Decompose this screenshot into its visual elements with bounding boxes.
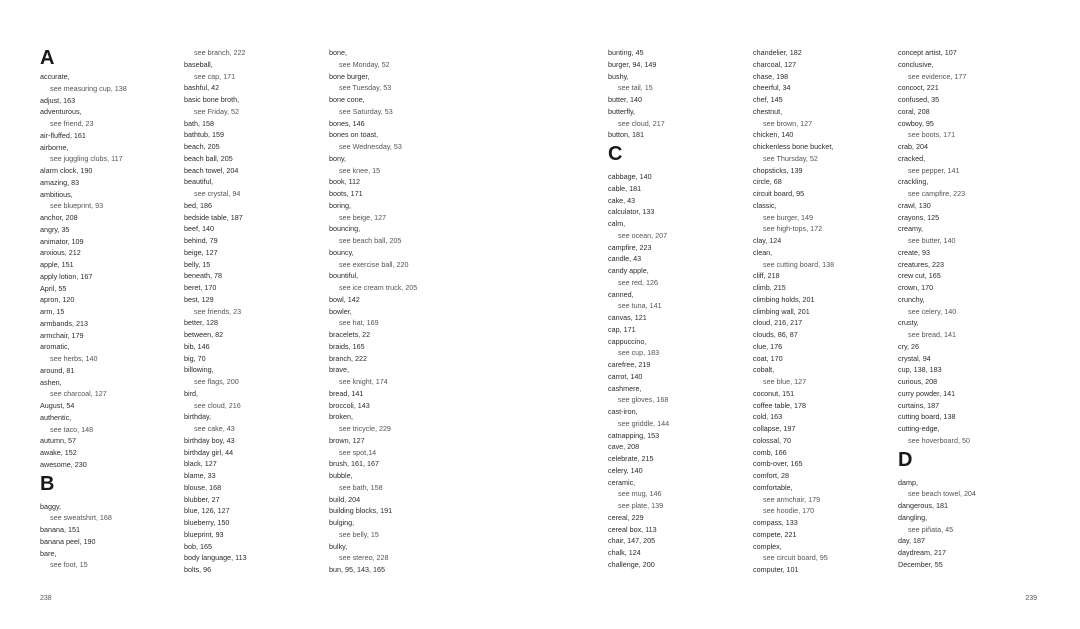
index-subentry: see juggling clubs, 117 xyxy=(50,154,123,164)
index-column-3 xyxy=(329,47,471,576)
index-entry: crown, 170 xyxy=(898,283,934,292)
index-entry: crackling, xyxy=(898,177,929,187)
index-entry: broccoli, 143 xyxy=(329,400,370,410)
index-entry: armbands, 213 xyxy=(40,318,88,328)
index-entry: alarm clock, 190 xyxy=(40,166,93,175)
index-column-2 xyxy=(184,47,326,576)
index-entry: apron, 120 xyxy=(40,295,75,305)
index-entry: bath, 158 xyxy=(184,118,214,128)
index-entry: crunchy, xyxy=(898,294,925,304)
index-entry: blue, 126, 127 xyxy=(184,506,230,516)
index-entry: crusty, xyxy=(898,318,919,328)
index-entry: bowl, 142 xyxy=(329,294,360,304)
index-subentry: see belly, 15 xyxy=(339,529,379,539)
index-entry: climbing holds, 201 xyxy=(753,294,815,304)
index-subentry: see cake, 43 xyxy=(194,424,235,433)
index-subentry: see beach ball, 205 xyxy=(339,236,402,245)
index-entry: curious, 208 xyxy=(898,377,938,386)
index-entry: daydream, 217 xyxy=(898,548,946,557)
index-entry: birthday boy, 43 xyxy=(184,435,235,445)
index-entry: bone, xyxy=(329,48,347,57)
index-entry: curry powder, 141 xyxy=(898,388,956,398)
index-subentry: see measuring cup, 138 xyxy=(50,83,127,93)
index-entry: brave, xyxy=(329,365,349,375)
index-entry: charcoal, 127 xyxy=(753,59,797,69)
index-entry: bubble, xyxy=(329,471,353,480)
index-entry: animator, 109 xyxy=(40,236,84,246)
index-entry: cloud, 216, 217 xyxy=(753,318,803,328)
index-entry: cobalt, xyxy=(753,365,775,375)
index-entry: ambitious, xyxy=(40,189,73,199)
index-entry: bunting, 45 xyxy=(608,48,644,57)
index-subentry: see cloud, 217 xyxy=(618,118,665,128)
index-subentry: see hoverboard, 50 xyxy=(908,435,970,445)
index-entry: complex, xyxy=(753,541,782,551)
index-entry: challenge, 200 xyxy=(608,559,655,569)
index-subentry: see cup, 183 xyxy=(618,348,660,358)
index-entry: blouse, 168 xyxy=(184,482,222,492)
index-subentry: see red, 126 xyxy=(618,277,658,287)
index-entry: bountiful, xyxy=(329,271,359,281)
index-entry: concoct, 221 xyxy=(898,83,939,93)
index-entry: chickenless bone bucket, xyxy=(753,142,834,151)
index-entry: bolts, 96 xyxy=(184,565,212,574)
index-entry: colossal, 70 xyxy=(753,435,791,445)
index-entry: butter, 140 xyxy=(608,95,642,104)
index-subentry: see stereo, 228 xyxy=(339,553,389,563)
index-entry: creamy, xyxy=(898,224,924,234)
index-entry: compete, 221 xyxy=(753,529,797,539)
index-subentry: see friend, 23 xyxy=(50,119,94,128)
index-subentry: see mug, 146 xyxy=(618,489,662,499)
index-entry: cashmere, xyxy=(608,383,642,393)
index-entry: cake, 43 xyxy=(608,195,636,205)
index-entry: clean, xyxy=(753,247,773,257)
index-entry: coconut, 151 xyxy=(753,388,795,398)
index-entry: circuit board, 95 xyxy=(753,189,805,198)
section-letter: A xyxy=(40,47,55,69)
index-entry: comb, 166 xyxy=(753,447,787,457)
index-entry: beef, 140 xyxy=(184,224,214,234)
index-entry: concept artist, 107 xyxy=(898,48,957,57)
index-entry: bowler, xyxy=(329,306,352,316)
index-entry: bathtub, 159 xyxy=(184,130,224,140)
index-subentry: see ice cream truck, 205 xyxy=(339,283,418,292)
index-subentry: see Thursday, 52 xyxy=(763,153,818,163)
index-entry: baggy, xyxy=(40,501,62,511)
index-entry: autumn, 57 xyxy=(40,436,76,446)
index-subentry: see blueprint, 93 xyxy=(50,201,104,211)
index-subentry: see cloud, 216 xyxy=(194,400,241,410)
index-subentry: see blue, 127 xyxy=(763,377,807,386)
index-entry: cable, 181 xyxy=(608,183,642,193)
index-entry: chef, 145 xyxy=(753,95,783,104)
index-entry: carefree, 219 xyxy=(608,360,651,369)
index-entry: celery, 140 xyxy=(608,465,643,475)
index-subentry: see bread, 141 xyxy=(908,330,956,339)
index-subentry: see armchair, 179 xyxy=(763,494,821,504)
index-entry: cracked, xyxy=(898,153,926,163)
index-entry: bouncing, xyxy=(329,224,361,234)
index-entry: bone cone, xyxy=(329,95,365,104)
index-subentry: see charcoal, 127 xyxy=(50,389,107,399)
index-entry: body language, 113 xyxy=(184,553,247,563)
index-entry: birthday girl, 44 xyxy=(184,447,234,457)
index-entry: cutting-edge, xyxy=(898,424,940,433)
index-subentry: see evidence, 177 xyxy=(908,71,967,81)
index-subentry: see beach towel, 204 xyxy=(908,489,976,499)
index-entry: chase, 198 xyxy=(753,71,789,81)
index-entry: climb, 215 xyxy=(753,283,786,292)
index-subentry: see Tuesday, 53 xyxy=(339,83,392,93)
index-subentry: see griddle, 144 xyxy=(618,418,670,428)
index-entry: bony, xyxy=(329,153,347,163)
index-entry: banana, 151 xyxy=(40,525,80,534)
index-entry: black, 127 xyxy=(184,459,217,469)
index-entry: bones on toast, xyxy=(329,130,379,140)
index-entry: bare, xyxy=(40,548,57,558)
index-entry: compass, 133 xyxy=(753,518,798,527)
index-entry: blame, 33 xyxy=(184,471,216,480)
index-column-6 xyxy=(898,47,1040,571)
index-entry: brush, 161, 167 xyxy=(329,459,379,469)
index-subentry: see Wednesday, 53 xyxy=(339,142,402,151)
index-entry: cry, 26 xyxy=(898,341,920,351)
index-entry: beautiful, xyxy=(184,177,214,187)
index-subentry: see knight, 174 xyxy=(339,377,388,386)
index-subentry: see piñata, 45 xyxy=(908,524,954,534)
index-entry: billowing, xyxy=(184,365,214,375)
index-entry: armchair, 179 xyxy=(40,330,84,340)
index-subentry: see tricycle, 229 xyxy=(339,424,391,433)
index-entry: apply lotion, 167 xyxy=(40,271,93,281)
index-entry: campfire, 223 xyxy=(608,242,652,252)
index-subentry: see campfire, 223 xyxy=(908,189,966,198)
index-entry: awake, 152 xyxy=(40,448,77,457)
index-entry: chair, 147, 205 xyxy=(608,536,656,546)
index-entry: aromatic, xyxy=(40,342,70,352)
index-subentry: see flags, 200 xyxy=(194,377,239,386)
index-subentry: see bath, 158 xyxy=(339,482,383,492)
index-entry: beret, 170 xyxy=(184,283,217,292)
index-subentry: see foot, 15 xyxy=(50,560,88,570)
index-entry: bread, 141 xyxy=(329,388,364,398)
index-entry: anchor, 208 xyxy=(40,213,78,222)
index-subentry: see taco, 148 xyxy=(50,424,94,434)
index-entry: canvas, 121 xyxy=(608,313,647,322)
index-entry: air-fluffed, 161 xyxy=(40,130,86,140)
index-subentry: see Friday, 52 xyxy=(194,106,240,116)
index-subentry: see tuna, 141 xyxy=(618,301,662,311)
index-entry: burger, 94, 149 xyxy=(608,59,657,69)
index-entry: bracelets, 22 xyxy=(329,330,371,339)
index-column-1 xyxy=(40,47,182,571)
index-subentry: see hat, 169 xyxy=(339,318,379,328)
index-entry: cappuccino, xyxy=(608,336,647,346)
index-entry: ceramic, xyxy=(608,477,636,487)
index-entry: December, 55 xyxy=(898,559,943,569)
index-entry: coat, 170 xyxy=(753,353,783,363)
index-entry: cave, 208 xyxy=(608,442,640,452)
index-subentry: see hoodie, 170 xyxy=(763,506,815,516)
index-entry: boots, 171 xyxy=(329,189,363,198)
index-entry: boring, xyxy=(329,200,351,210)
index-entry: bulky, xyxy=(329,541,348,551)
index-entry: coffee table, 178 xyxy=(753,400,807,410)
index-entry: better, 128 xyxy=(184,318,218,328)
index-entry: comfortable, xyxy=(753,482,793,492)
index-entry: beneath, 78 xyxy=(184,271,222,281)
section-letter: D xyxy=(898,448,913,471)
index-subentry: see friends, 23 xyxy=(194,306,242,316)
index-entry: brown, 127 xyxy=(329,435,365,445)
index-entry: build, 204 xyxy=(329,494,361,504)
index-entry: bed, 186 xyxy=(184,200,212,210)
index-entry: bushy, xyxy=(608,71,629,81)
index-subentry: see brown, 127 xyxy=(763,118,813,128)
index-entry: arm, 15 xyxy=(40,307,65,316)
index-entry: cup, 138, 183 xyxy=(898,365,942,375)
index-entry: adjust, 163 xyxy=(40,95,76,105)
index-column-5 xyxy=(753,47,895,576)
index-entry: classic, xyxy=(753,200,777,210)
section-letter: C xyxy=(608,143,623,165)
index-entry: book, 112 xyxy=(329,177,361,187)
index-entry: beach towel, 204 xyxy=(184,165,239,175)
index-entry: butterfly, xyxy=(608,106,636,116)
index-subentry: see sweatshirt, 168 xyxy=(50,513,112,523)
index-subentry: see exercise ball, 220 xyxy=(339,259,409,269)
index-entry: damp, xyxy=(898,477,918,487)
index-subentry: see cutting board, 138 xyxy=(763,259,835,269)
index-entry: anxious, 212 xyxy=(40,248,81,258)
index-entry: confused, 35 xyxy=(898,95,940,104)
index-entry: accurate, xyxy=(40,72,70,81)
index-entry: crew cut, 165 xyxy=(898,271,941,281)
index-entry: crawl, 130 xyxy=(898,200,931,210)
index-entry: calm, xyxy=(608,219,626,228)
index-entry: collapse, 197 xyxy=(753,424,796,433)
index-column-4 xyxy=(608,47,750,571)
index-entry: chalk, 124 xyxy=(608,548,641,557)
index-subentry: see spot,14 xyxy=(339,447,377,457)
index-entry: basic bone broth, xyxy=(184,95,240,104)
index-entry: bone burger, xyxy=(329,71,370,81)
index-entry: bones, 146 xyxy=(329,118,365,128)
index-subentry: see knee, 15 xyxy=(339,165,381,175)
index-entry: celebrate, 215 xyxy=(608,454,654,463)
index-entry: chandelier, 182 xyxy=(753,48,802,57)
index-subentry: see gloves, 168 xyxy=(618,395,669,405)
index-subentry: see branch, 222 xyxy=(194,48,246,57)
index-entry: bulging, xyxy=(329,518,355,527)
index-entry: cold, 163 xyxy=(753,412,783,422)
index-entry: behind, 79 xyxy=(184,236,218,245)
index-entry: clouds, 86, 87 xyxy=(753,330,798,339)
index-entry: beige, 127 xyxy=(184,247,218,257)
index-entry: chopsticks, 139 xyxy=(753,165,803,175)
index-subentry: see celery, 140 xyxy=(908,306,957,316)
index-entry: dangerous, 181 xyxy=(898,501,948,510)
index-entry: creatures, 223 xyxy=(898,259,944,269)
index-entry: climbing wall, 201 xyxy=(753,306,810,316)
index-entry: catnapping, 153 xyxy=(608,430,660,440)
index-subentry: see Saturday, 53 xyxy=(339,106,393,116)
index-entry: around, 81 xyxy=(40,365,75,375)
index-entry: beach ball, 205 xyxy=(184,153,233,163)
index-entry: braids, 165 xyxy=(329,341,365,351)
index-entry: blueberry, 150 xyxy=(184,518,230,527)
index-entry: ashen, xyxy=(40,377,62,387)
section-letter: B xyxy=(40,472,55,495)
index-entry: coral, 208 xyxy=(898,106,930,116)
index-entry: best, 129 xyxy=(184,294,214,304)
index-entry: authentic, xyxy=(40,412,72,422)
index-entry: cutting board, 138 xyxy=(898,412,956,422)
page-number-left: 238 xyxy=(40,595,52,602)
index-entry: beach, 205 xyxy=(184,142,220,151)
index-entry: candle, 43 xyxy=(608,254,642,264)
index-subentry: see tail, 15 xyxy=(618,83,653,93)
index-entry: clue, 176 xyxy=(753,341,783,351)
index-entry: cheerful, 34 xyxy=(753,83,791,93)
index-subentry: see pepper, 141 xyxy=(908,165,960,175)
index-entry: broken, xyxy=(329,412,353,422)
index-entry: August, 54 xyxy=(40,401,75,410)
index-entry: carrot, 140 xyxy=(608,371,643,381)
index-entry: branch, 222 xyxy=(329,353,367,363)
index-subentry: see herbs, 140 xyxy=(50,354,98,363)
index-entry: bashful, 42 xyxy=(184,83,220,93)
index-entry: crab, 204 xyxy=(898,142,928,151)
index-entry: clay, 124 xyxy=(753,236,782,245)
index-entry: button, 181 xyxy=(608,130,644,140)
index-entry: bouncy, xyxy=(329,247,354,257)
index-entry: blubber, 27 xyxy=(184,494,220,504)
index-entry: angry, 35 xyxy=(40,224,70,234)
index-entry: bun, 95, 143, 165 xyxy=(329,565,385,574)
index-entry: big, 70 xyxy=(184,353,206,363)
index-subentry: see cap, 171 xyxy=(194,71,236,81)
index-entry: crayons, 125 xyxy=(898,212,940,222)
index-entry: cereal box, 113 xyxy=(608,524,657,534)
index-subentry: see Monday, 52 xyxy=(339,59,390,69)
index-entry: canned, xyxy=(608,289,634,299)
index-subentry: see burger, 149 xyxy=(763,212,813,222)
index-entry: calculator, 133 xyxy=(608,207,655,217)
index-subentry: see boots, 171 xyxy=(908,130,956,140)
index-entry: birthday, xyxy=(184,412,212,422)
index-entry: cabbage, 140 xyxy=(608,172,652,181)
index-entry: April, 55 xyxy=(40,283,67,293)
index-entry: cliff, 218 xyxy=(753,271,780,281)
index-entry: amazing, 83 xyxy=(40,177,80,187)
index-entry: airborne, xyxy=(40,142,69,152)
index-entry: crystal, 94 xyxy=(898,353,931,363)
index-entry: dangling, xyxy=(898,512,928,522)
index-entry: bird, xyxy=(184,388,198,398)
index-entry: adventurous, xyxy=(40,107,82,117)
index-entry: blueprint, 93 xyxy=(184,529,224,539)
index-subentry: see circuit board, 95 xyxy=(763,553,828,563)
index-entry: comfort, 28 xyxy=(753,471,789,480)
index-subentry: see high-tops, 172 xyxy=(763,224,823,234)
page-number-right: 239 xyxy=(1025,595,1037,602)
index-entry: cowboy, 95 xyxy=(898,118,934,128)
index-entry: conclusive, xyxy=(898,59,934,69)
index-subentry: see crystal, 94 xyxy=(194,189,241,198)
index-entry: apple, 151 xyxy=(40,260,74,269)
index-entry: banana peel, 190 xyxy=(40,536,96,546)
index-entry: circle, 68 xyxy=(753,177,782,187)
index-entry: bob, 165 xyxy=(184,541,212,551)
index-entry: create, 93 xyxy=(898,247,930,257)
index-entry: cap, 171 xyxy=(608,324,636,334)
index-entry: belly, 15 xyxy=(184,259,211,269)
index-entry: computer, 101 xyxy=(753,565,799,574)
index-entry: day, 187 xyxy=(898,536,926,546)
index-entry: baseball, xyxy=(184,59,213,69)
index-entry: bib, 146 xyxy=(184,341,210,351)
index-entry: building blocks, 191 xyxy=(329,506,393,516)
index-subentry: see beige, 127 xyxy=(339,212,387,222)
index-subentry: see ocean, 207 xyxy=(618,230,668,240)
index-entry: cereal, 229 xyxy=(608,512,644,522)
index-entry: comb-over, 165 xyxy=(753,459,803,469)
index-entry: bedside table, 187 xyxy=(184,212,243,222)
index-entry: awesome, 230 xyxy=(40,459,87,469)
index-entry: candy apple, xyxy=(608,266,649,275)
index-entry: between, 82 xyxy=(184,330,224,339)
index-subentry: see plate, 139 xyxy=(618,501,664,510)
index-entry: curtains, 187 xyxy=(898,400,940,410)
index-entry: cast-iron, xyxy=(608,407,638,416)
index-entry: chestnut, xyxy=(753,106,783,116)
index-entry: chicken, 140 xyxy=(753,130,794,140)
index-subentry: see butter, 140 xyxy=(908,236,956,245)
